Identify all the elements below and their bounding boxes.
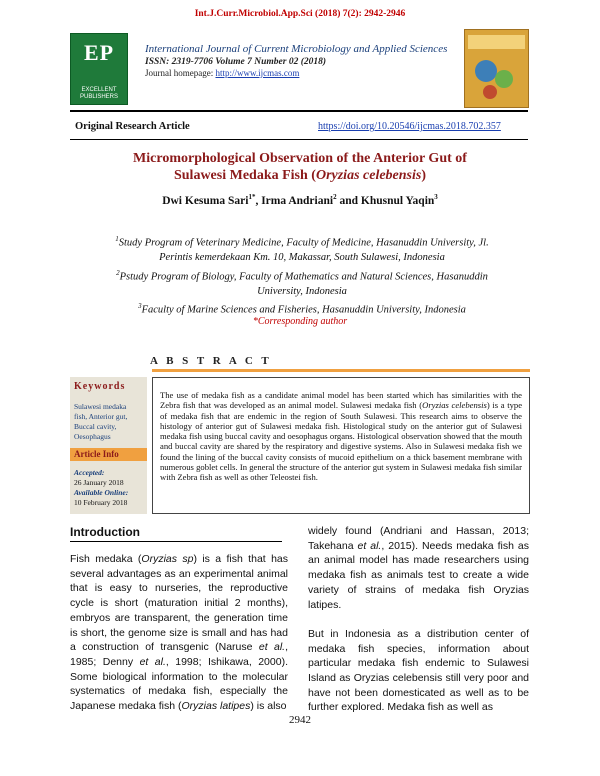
article-title: Micromorphological Observation of the Anterior Gut of Sulawesi Medaka Fish (Oryzias celebensis) — [133, 151, 467, 183]
homepage-link[interactable]: http://www.ijcmas.com — [215, 68, 300, 78]
article-type: Original Research Article — [75, 121, 190, 132]
article-info: Accepted: 26 January 2018 Available Online: 10 February 2018 — [74, 468, 129, 507]
abstract-heading: A B S T R A C T — [150, 355, 272, 367]
section-heading-introduction: Introduction — [70, 525, 140, 539]
keywords-heading: Keywords — [74, 381, 126, 392]
type-divider — [70, 139, 528, 140]
journal-cover-image — [464, 29, 529, 108]
publisher-name: EXCELLENT PUBLISHERS — [79, 87, 118, 100]
journal-title: International Journal of Current Microbiology and Applied Sciences — [145, 43, 448, 55]
corresponding-author: *Corresponding author — [252, 316, 348, 327]
keyword-item: Sulawesi medaka — [74, 402, 127, 411]
running-head: Int.J.Curr.Microbiol.App.Sci (2018) 7(2): 2942-2946 — [194, 9, 406, 19]
abstract-text: The use of medaka fish as a candidate animal model has been started which has similarities with the Zebra fish that was developed as an animal model. Sulawesi medaka fish (Oryzias celebensis) is a type of medaka fish that are endemic in the region of South Sulawesi. This research aims to observe the histology of anterior gut of Sulawesi medaka fish. Histological study on the anterior gut of Sulawesi medaka fish using buccal cavity and oesophagus organs. Histological observation showed that the mouth and buccal cavity are shared by the respiratory and digestive systems. Also in Sulawesi medaka fish we found the lining of the buccal cavity consists of mucoid epithelium on a thick basement membrane with numerous goblet cells. In general the structure of the anterior gut system in Sulawesi medaka fish similar with Zebra fish as well as other Teleostei fish. — [160, 390, 523, 483]
body-column-left: Fish medaka (Oryzias sp) is a fish that has several advantages as an experimental animal that is easy to nurseries, the reproductive cycle is short (maturation initial 2 months), embryos are transparent, the generation time is short, the genome size is small and has had a construction of transgenic (Naruse et al., 1985; Denny et al., 1998; Ishikawa, 2000). Some biological information to the molecular systematics of medaka fish, especially the Japanese medaka fish (Oryzias latipes) is also — [70, 553, 288, 713]
keyword-item: Buccal cavity, — [74, 422, 117, 431]
keywords-list — [74, 402, 146, 442]
publisher-logo: EP EXCELLENT PUBLISHERS — [70, 33, 128, 105]
doi-link[interactable]: https://doi.org/10.20546/ijcmas.2018.702.357 — [318, 121, 501, 132]
section-divider — [70, 541, 282, 542]
header-divider — [70, 110, 528, 112]
issn-line: ISSN: 2319-7706 Volume 7 Number 02 (2018) — [145, 57, 327, 67]
abstract-accent-line — [152, 369, 530, 372]
body-column-right: widely found (Andriani and Hassan, 2013; Takehana et al., 2015). Needs medaka fish as an animal model has made researchers using medaka fish as animals test to create a wide variety of strains of medaka fish Oryzias latipes. But in Indonesia as a distribution center of medaka fish species, information about particular medaka fish endemic to Sulawesi Island as Oryzias celebensis still very poor and have not been domesticated as well as to be further explored. Medaka fish as well as — [308, 525, 530, 714]
page-number: 2942 — [289, 714, 311, 726]
affiliations: $^1$Study Program of Veterinary Medicine, Faculty of Medicine, Hasanuddin University, Jl. Perintis kemerdekaan Km. 10, Makassar, South Sulawesi, Indonesia $^2$Pstudy Program of Biology, Faculty of Mathematics and Natural Sciences, Hasanuddin University, Indonesia $^3$Faculty of Marine Sciences and Fisheries, Hasanuddin University, Indonesia — [115, 235, 489, 316]
journal-header — [145, 43, 465, 78]
journal-homepage: Journal homepage: http://www.ijcmas.com — [145, 68, 300, 78]
keyword-item: fish, Anterior gut, — [74, 412, 128, 421]
article-info-heading: Article Info — [70, 448, 147, 461]
author-list: Dwi Kesuma Sari$^{1*}$, Irma Andriani$^2$ and Khusnul Yaqin$^3$ — [162, 193, 438, 207]
keyword-item: Oesophagus — [74, 432, 111, 441]
